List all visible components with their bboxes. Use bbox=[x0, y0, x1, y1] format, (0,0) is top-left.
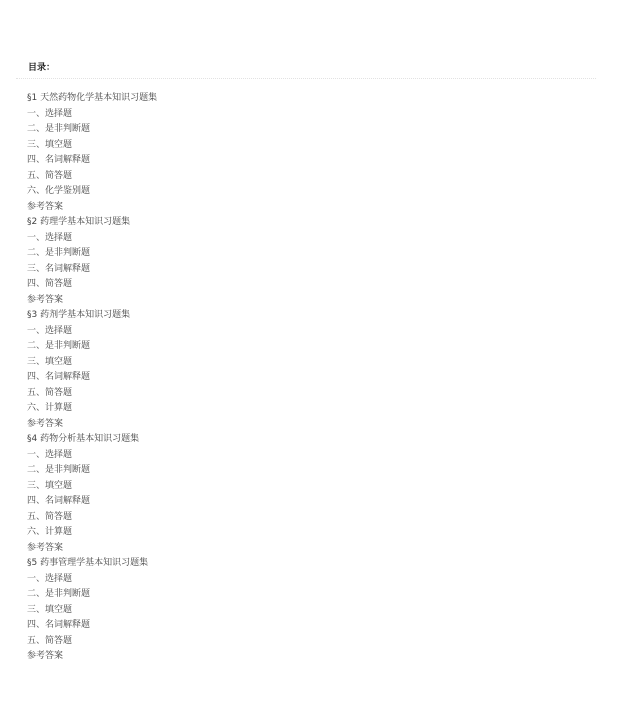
toc-link[interactable]: §5 药事管理学基本知识习题集 bbox=[27, 558, 149, 568]
toc-link[interactable]: §2 药理学基本知识习题集 bbox=[27, 217, 131, 227]
toc-link[interactable]: 三、填空题 bbox=[27, 604, 73, 615]
toc-link[interactable]: 参考答案 bbox=[27, 651, 64, 661]
toc-link[interactable]: 五、简答题 bbox=[27, 170, 73, 181]
toc-link[interactable]: 三、名词解释题 bbox=[27, 263, 91, 274]
toc-link[interactable]: §4 药物分析基本知识习题集 bbox=[27, 434, 140, 444]
toc-link[interactable]: 二、是非判断题 bbox=[27, 589, 91, 599]
toc-link[interactable]: 一、选择题 bbox=[27, 449, 73, 460]
toc-link[interactable]: 四、名词解释题 bbox=[27, 372, 91, 382]
toc-link[interactable]: 四、名词解释题 bbox=[27, 155, 91, 165]
toc-link[interactable]: 五、简答题 bbox=[27, 387, 73, 398]
toc-link[interactable]: 一、选择题 bbox=[27, 573, 73, 584]
toc-link[interactable]: 二、是非判断题 bbox=[27, 124, 91, 134]
toc-list bbox=[27, 91, 157, 665]
toc-link[interactable]: 四、名词解释题 bbox=[27, 620, 91, 630]
toc-link[interactable]: 三、填空题 bbox=[27, 356, 73, 367]
toc-link[interactable]: 四、名词解释题 bbox=[27, 496, 91, 506]
toc-link[interactable]: 参考答案 bbox=[27, 294, 64, 305]
toc-link[interactable]: §3 药剂学基本知识习题集 bbox=[27, 310, 131, 320]
toc-link[interactable]: 三、填空题 bbox=[27, 480, 73, 491]
toc-link[interactable]: 五、简答题 bbox=[27, 511, 73, 522]
toc-link[interactable]: §1 天然药物化学基本知识习题集 bbox=[27, 93, 158, 103]
toc-link[interactable]: 六、计算题 bbox=[27, 403, 73, 413]
toc-link[interactable]: 四、简答题 bbox=[27, 279, 73, 289]
toc-link[interactable]: 参考答案 bbox=[27, 542, 64, 553]
toc-link[interactable]: 三、填空题 bbox=[27, 139, 73, 150]
toc-link[interactable]: 二、是非判断题 bbox=[27, 341, 91, 351]
toc-header bbox=[16, 58, 596, 79]
toc-link[interactable]: 六、化学鉴别题 bbox=[27, 186, 91, 196]
toc-link[interactable]: 一、选择题 bbox=[27, 325, 73, 336]
toc-link[interactable]: 参考答案 bbox=[27, 201, 64, 212]
toc-link[interactable]: 六、计算题 bbox=[27, 527, 73, 537]
toc-link[interactable]: 二、是非判断题 bbox=[27, 248, 91, 258]
toc-link[interactable]: 一、选择题 bbox=[27, 232, 73, 243]
toc-title: 目录： bbox=[28, 63, 56, 73]
toc-link[interactable]: 参考答案 bbox=[27, 418, 64, 429]
toc-link[interactable]: 一、选择题 bbox=[27, 108, 73, 119]
toc-link[interactable]: 五、简答题 bbox=[27, 635, 73, 646]
toc-link[interactable]: 二、是非判断题 bbox=[27, 465, 91, 475]
